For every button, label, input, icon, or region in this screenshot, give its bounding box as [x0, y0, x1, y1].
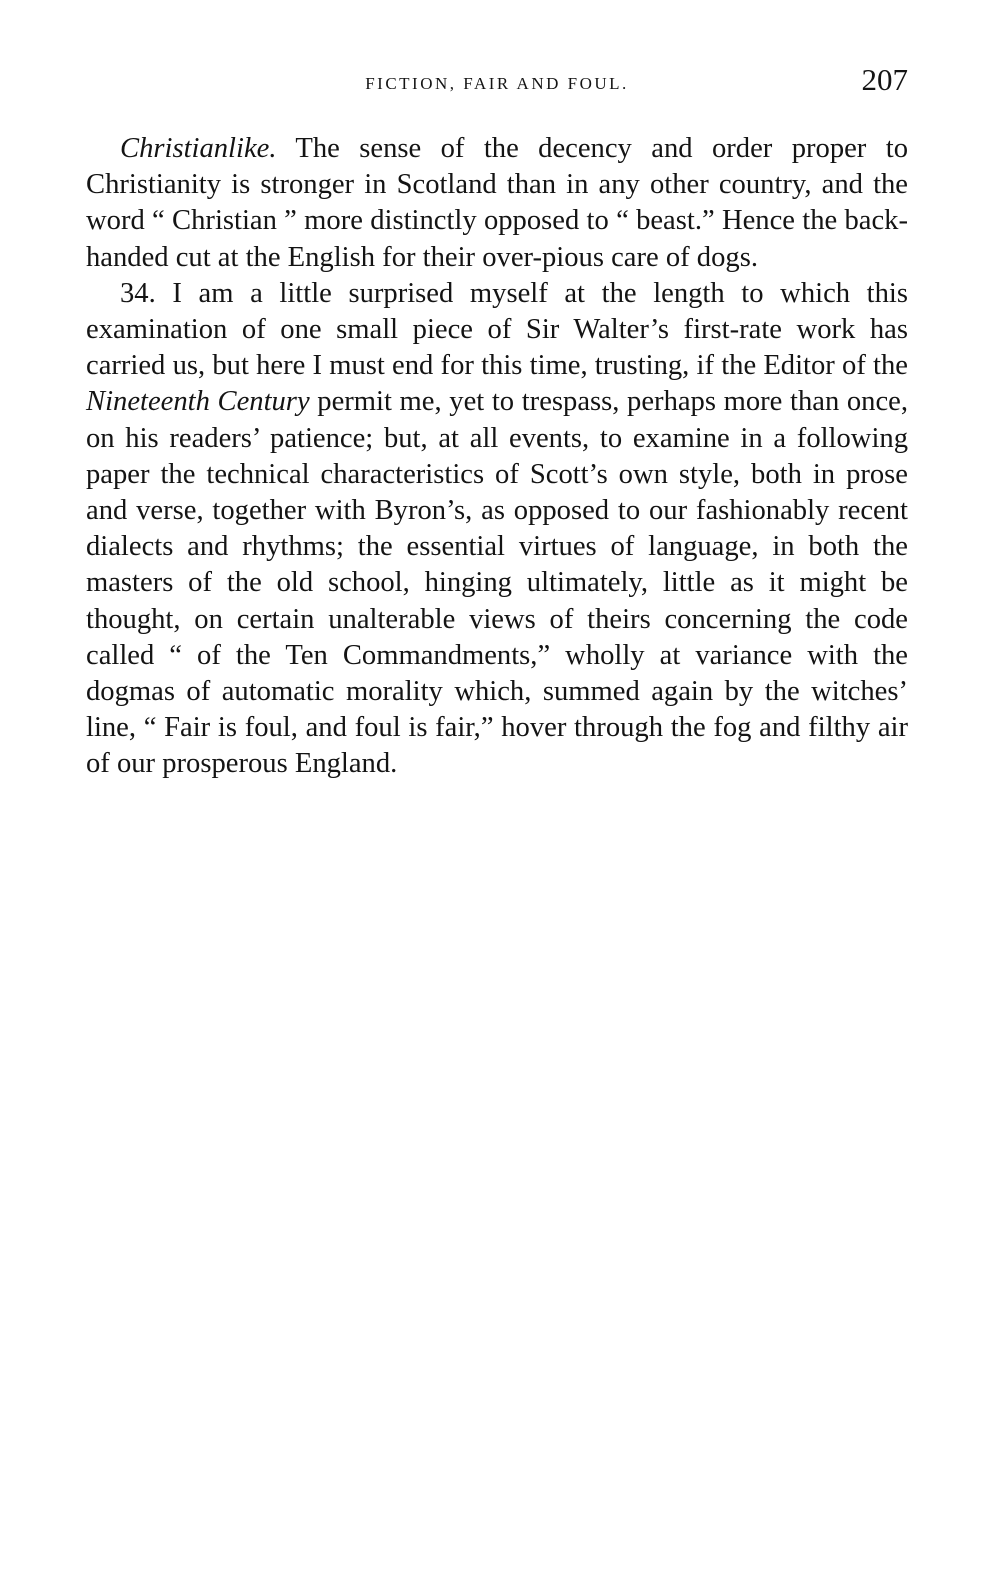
- paragraph-segment: permit me, yet to trespass, perhaps more than once, on his readers’ patience; but, at all events, to examine in a following paper the technical characteristics of Scott’s own style, both in prose and verse, together with Byron’s, as opposed to our fashionably recent dialects and rhythms; the essential virtues of language, in both the masters of the old school, hinging ultimately, little as it might be thought, on certain unalterable views of theirs concerning the code called “ of the Ten Commandments,” wholly at variance with the dogmas of automatic morality which, summed again by the witches’ line, “ Fair is foul, and foul is fair,” hover through the fog and filthy air of our prosperous England.: [86, 386, 909, 780]
- body-text: [86, 131, 908, 783]
- page-number: 207: [861, 62, 908, 97]
- paragraph-segment: 34. I am a little surprised myself at the length to which this examination of one small piece of Sir Walter’s first-rate work has carried us, but here I must end for this time, trusting, if the Editor of the: [86, 277, 908, 382]
- running-title: FICTION, FAIR AND FOUL.: [365, 74, 629, 93]
- paragraph-christianlike: [86, 131, 908, 276]
- paragraph-34: [86, 276, 908, 783]
- paragraph-segment: Christianlike.: [120, 133, 277, 164]
- running-head: [86, 62, 908, 102]
- paragraph-segment: The sense of the decency and order proper to Christianity is stronger in Scotland than in any other country, and the word “ Christian ” more distinctly opposed to “ beast.” Hence the back-handed cut at the English for their over-pious care of dogs.: [86, 133, 908, 273]
- paragraph-segment: Nineteenth Century: [86, 386, 310, 418]
